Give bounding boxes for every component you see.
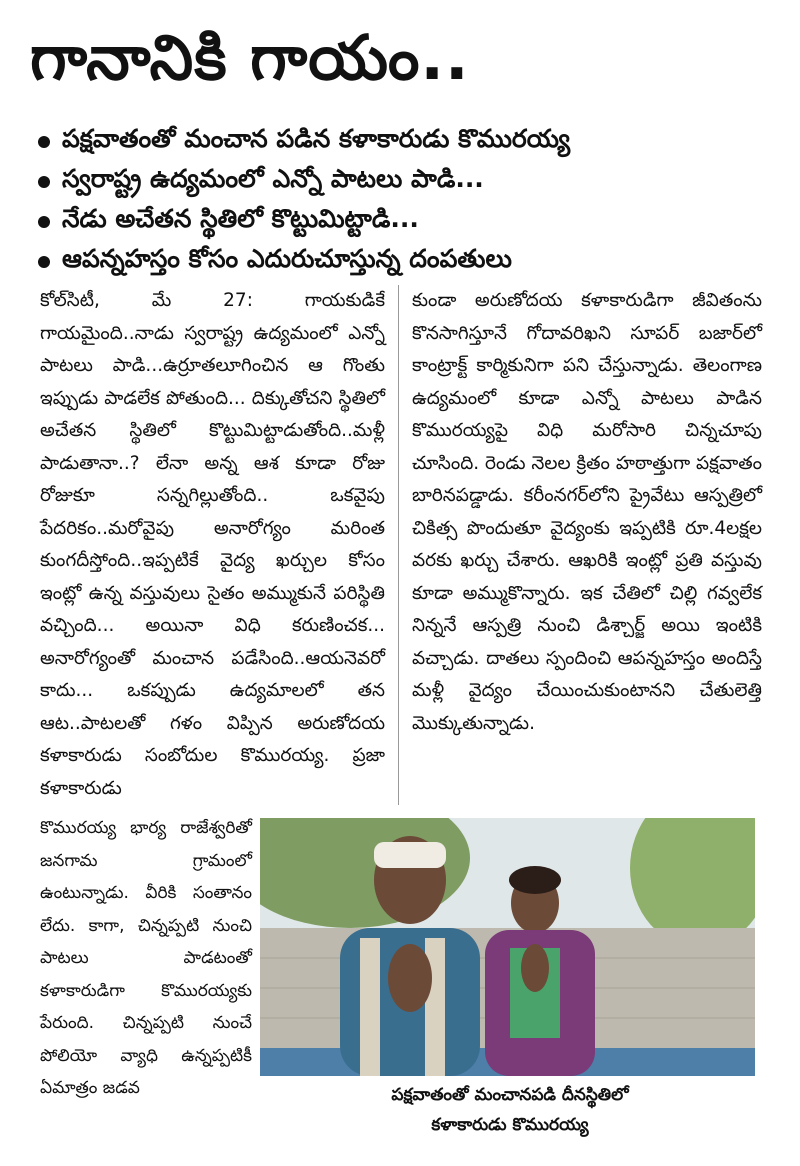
article-column-right: కుండా అరుణోదయ కళాకారుడిగా జీవితంను కొనసాగిస్తూనే గోదావరిఖని సూపర్ బజార్‌లో కాంట్రాక్ట్ కార్మికునిగా పని చేస్తున్నాడు. తెలంగాణ ఉద్యమంలో కూడా ఎన్నో పాటలు పాడిన కొమురయ్యపై విధి మరోసారి చిన్నచూపు చూసింది. రెండు నెలల క్రితం హఠాత్తుగా పక్షవాతం బారినపడ్డాడు. కరీంనగర్‌లోని ప్రైవేటు ఆస్పత్రిలో చికిత్స పొందుతూ వైద్యంకు ఇప్పటికి రూ.4లక్షల వరకు ఖర్చు చేశారు. ఆఖరికి ఇంట్లో ప్రతి వస్తువు కూడా అమ్ముకొన్నారు. ఇక చేతిలో చిల్లి గవ్వలేక నిన్ననే ఆస్పత్రి నుంచి డిశ్చార్జ్ అయి ఇంటికి వచ్చాడు. దాతలు స్పందించి ఆపన్నహస్తం అందిస్తే మళ్లీ వైద్యం చేయించుకుంటానని చేతులెత్తి మొక్కుతున్నాడు. (412, 290, 762, 734)
bullet-dot-icon (38, 136, 50, 148)
bullet-dot-icon (38, 216, 50, 228)
article-column-left: కోల్‌సిటీ, మే 27: గాయకుడికే గాయమైంది..నాడు స్వరాష్ట్ర ఉద్యమంలో ఎన్నో పాటలు పాడి...ఉర్రూతలూగించిన ఆ గొంతు ఇప్పుడు పాడలేక పోతుంది... దిక్కుతోచని స్థితిలో అచేతన స్థితిలో కొట్టుమిట్టాడుతోంది..మళ్లీ పాడుతానా..? లేనా అన్న ఆశ కూడా రోజు రోజుకూ సన్నగిల్లుతోంది.. ఒకవైపు పేదరికం..మరోవైపు అనారోగ్యం మరింత కుంగదీస్తోంది..ఇప్పటికే వైద్య ఖర్చుల కోసం ఇంట్లో ఉన్న వస్తువులు సైతం అమ్ముకునే పరిస్థితి వచ్చింది... అయినా విధి కరుణించక... అనారోగ్యంతో మంచాన పడేసింది..ఆయనెవరో కాదు... ఒకప్పుడు ఉద్యమాలలో తన ఆట..పాటలతో గళం విప్పిన అరుణోదయ కళాకారుడు సంబోదుల కొమురయ్య. ప్రజా కళాకారుడు (40, 290, 385, 799)
bullet-text: ఆపన్నహస్తం కోసం ఎదురుచూస్తున్న దంపతులు (62, 244, 512, 273)
bullet-item (38, 122, 778, 162)
bullet-dot-icon (38, 256, 50, 268)
bullet-text: పక్షవాతంతో మంచాన పడిన కళాకారుడు కొమురయ్య (62, 124, 571, 153)
bullet-item (38, 242, 778, 282)
couple-photo-illustration (260, 818, 755, 1076)
caption-line-1: పక్షవాతంతో మంచానపడి దీనస్థితిలో (391, 1085, 629, 1105)
bullet-text: నేడు అచేతన స్థితిలో కొట్టుమిట్టాడి... (62, 204, 419, 233)
photo-caption (300, 1080, 720, 1140)
bullet-text: స్వరాష్ట్ర ఉద్యమంలో ఎన్నో పాటలు పాడి... (62, 164, 484, 193)
bullet-dot-icon (38, 176, 50, 188)
bullet-list (38, 122, 778, 282)
bullet-item (38, 202, 778, 242)
headline: గానానికి గాయం.. (30, 21, 470, 94)
bullet-item (38, 162, 778, 202)
news-photo (260, 818, 755, 1076)
article-column-continued: కొమురయ్య భార్య రాజేశ్వరితో జనగామ గ్రామంలో ఉంటున్నాడు. వీరికి సంతానం లేదు. కాగా, చిన్నప్పటి నుంచి పాటలు పాడటంతో కళాకారుడిగా కొమురయ్యకు పేరుంది. చిన్నప్పటి నుంచే పోలియో వ్యాధి ఉన్నప్పటికీ ఏమాత్రం జడవ (40, 818, 252, 1098)
column-divider (398, 285, 399, 805)
caption-line-2: కళాకారుడు కొమురయ్య (431, 1115, 589, 1135)
